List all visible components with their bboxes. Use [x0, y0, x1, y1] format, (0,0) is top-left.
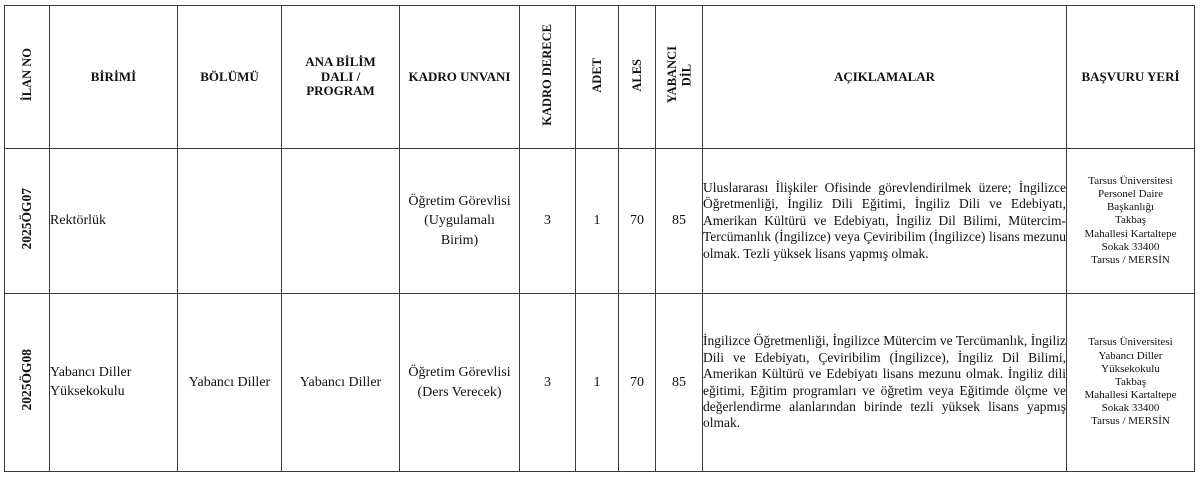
yabanci-dil-cell: 85 — [656, 149, 703, 294]
header-row — [5, 6, 1195, 149]
bolumu-cell — [178, 149, 282, 294]
header-aciklamalar: AÇIKLAMALAR — [703, 6, 1067, 149]
ana-bilim-dali-cell: Yabancı Diller — [282, 294, 400, 472]
header-adet: ADET — [576, 6, 619, 149]
header-basvuru-yeri: BAŞVURU YERİ — [1067, 6, 1195, 149]
ales-cell: 70 — [619, 294, 656, 472]
adet-cell: 1 — [576, 149, 619, 294]
kadro-derece-cell: 3 — [520, 294, 576, 472]
yabanci-dil-cell: 85 — [656, 294, 703, 472]
ales-cell: 70 — [619, 149, 656, 294]
header-kadro-derece: KADRO DERECE — [520, 6, 576, 149]
header-ilan-no: İLAN NO — [5, 6, 50, 149]
basvuru-yeri-cell: Tarsus Üniversitesi Personel Daire Başkanlığı Takbaş Mahallesi Kartaltepe Sokak 33400 Tarsus / MERSİN — [1067, 149, 1195, 294]
bolumu-cell: Yabancı Diller — [178, 294, 282, 472]
table-row — [5, 149, 1195, 294]
header-bolumu: BÖLÜMÜ — [178, 6, 282, 149]
ana-bilim-dali-cell — [282, 149, 400, 294]
kadro-unvani-cell: Öğretim Görevlisi (Ders Verecek) — [400, 294, 520, 472]
header-yabanci-dil: YABANCI DİL — [656, 6, 703, 149]
adet-cell: 1 — [576, 294, 619, 472]
header-ales: ALES — [619, 6, 656, 149]
kadro-derece-cell: 3 — [520, 149, 576, 294]
ilan-no-cell: 2025ÖG07 — [5, 149, 50, 294]
header-birimi: BİRİMİ — [50, 6, 178, 149]
basvuru-yeri-cell: Tarsus Üniversitesi Yabancı Diller Yüksekokulu Takbaş Mahallesi Kartaltepe Sokak 33400 Tarsus / MERSİN — [1067, 294, 1195, 472]
birimi-cell: Rektörlük — [50, 149, 178, 294]
table-row — [5, 294, 1195, 472]
aciklama-cell: İngilizce Öğretmenliği, İngilizce Mütercim ve Tercümanlık, İngiliz Dili ve Edebiyatı, Çeviribilim (İngilizce), İngiliz Dil Bilimi, Amerikan Kültürü ve Edebiyatı lisans mezunu olmak. İngiliz dili eğitimi, Eğitim programları ve öğretim veya Eğitimde ölçme ve değerlendirme alanlarından birinde tezli yüksek lisans yapmış olmak. — [703, 294, 1067, 472]
ilan-no-cell: 2025ÖG08 — [5, 294, 50, 472]
header-kadro-unvani: KADRO UNVANI — [400, 6, 520, 149]
kadro-unvani-cell: Öğretim Görevlisi (Uygulamalı Birim) — [400, 149, 520, 294]
header-ana-bilim-dali: ANA BİLİM DALI / PROGRAM — [282, 6, 400, 149]
ilan-table — [4, 5, 1195, 472]
birimi-cell: Yabancı Diller Yüksekokulu — [50, 294, 178, 472]
aciklama-cell: Uluslararası İlişkiler Ofisinde görevlendirilmek üzere; İngilizce Öğretmenliği, İngiliz Dili Eğitimi, İngiliz Dili ve Edebiyatı, Amerikan Kültürü ve Edebiyatı, İngiliz Dil Bilimi, Mütercim-Tercümanlık (İngilizce) veya Çeviribilim (İngilizce) lisans mezunu olmak. Tezli yüksek lisans yapmış olmak. — [703, 149, 1067, 294]
